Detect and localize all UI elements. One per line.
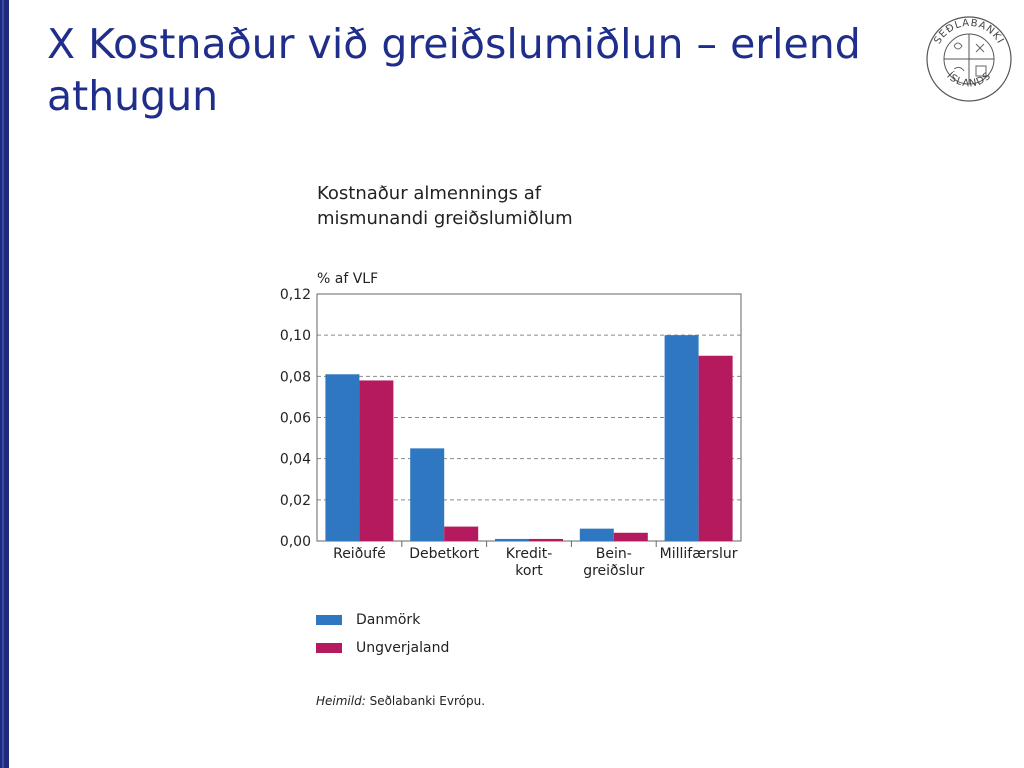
- svg-text:SEÐLABANKI: SEÐLABANKI: [932, 17, 1006, 47]
- y-tick-label: 0,04: [279, 451, 311, 468]
- bar-danmörk-0: [325, 374, 359, 541]
- y-tick-label: 0,12: [279, 287, 311, 303]
- x-tick-label: Millifærslur: [659, 546, 738, 562]
- source-label: Heimild:: [316, 694, 366, 708]
- bar-ungverjaland-3: [614, 533, 648, 541]
- bar-ungverjaland-4: [699, 356, 733, 541]
- legend-swatch-danmork: [316, 615, 342, 625]
- y-tick-label: 0,02: [279, 492, 311, 509]
- y-tick-label: 0,08: [279, 369, 311, 386]
- y-tick-label: 0,10: [279, 328, 311, 345]
- bar-danmörk-2: [495, 539, 529, 541]
- x-tick-label: Reiðufé: [333, 546, 386, 562]
- y-axis-label: % af VLF: [317, 271, 379, 287]
- chart-title: Kostnaður almennings af mismunandi greiðslumiðlum: [317, 183, 573, 229]
- y-tick-label: 0,00: [279, 534, 311, 550]
- svg-text:ÍSLANDS: ÍSLANDS: [944, 70, 994, 90]
- legend-label-ungverjaland: Ungverjaland: [356, 640, 450, 656]
- bar-danmörk-3: [580, 529, 614, 541]
- legend-label-danmork: Danmörk: [356, 612, 421, 628]
- y-tick-label: 0,06: [279, 410, 311, 427]
- bar-danmörk-4: [665, 335, 699, 541]
- x-tick-label: Debetkort: [409, 546, 480, 562]
- bar-ungverjaland-2: [529, 539, 563, 541]
- source-text: Seðlabanki Evrópu.: [369, 694, 486, 708]
- legend-swatch-ungverjaland: [316, 643, 342, 653]
- slide-title: X Kostnaður við greiðslumiðlun – erlend athugun: [47, 20, 861, 120]
- bar-danmörk-1: [410, 448, 444, 541]
- bar-ungverjaland-0: [359, 380, 393, 541]
- x-tick-label: Kredit-kort: [505, 546, 553, 579]
- source-note: [316, 694, 485, 708]
- bar-ungverjaland-1: [444, 527, 478, 541]
- x-tick-label: Bein-greiðslur: [583, 546, 645, 579]
